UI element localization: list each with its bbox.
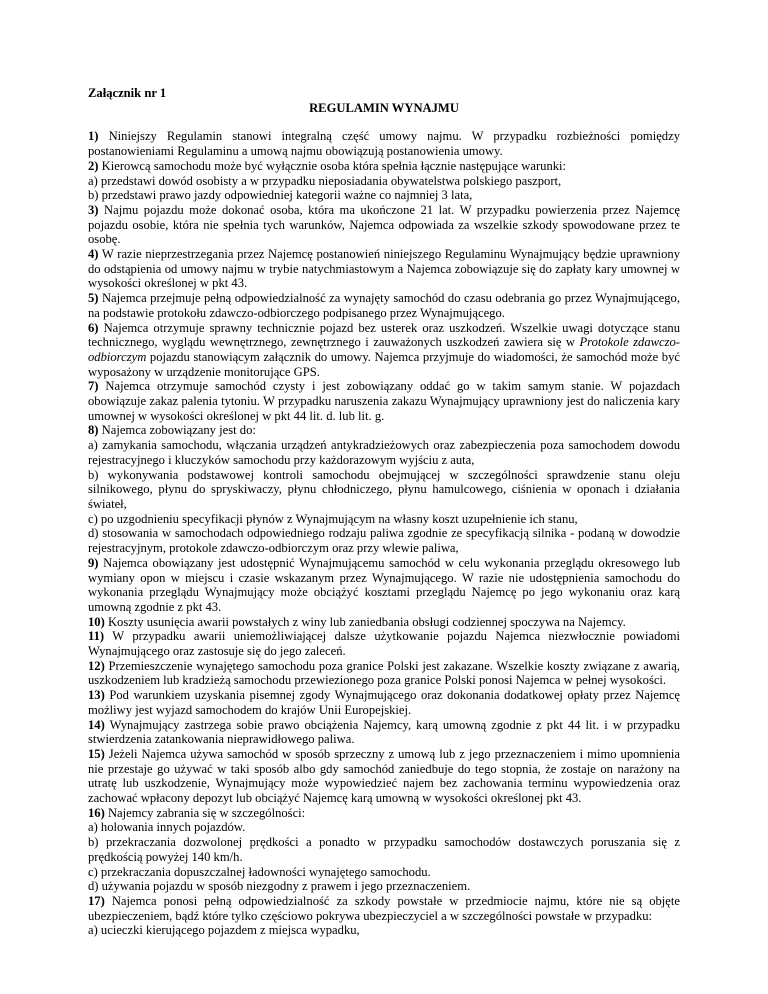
- regulation-clause: [88, 747, 680, 806]
- clause-text: Kierowcą samochodu może być wyłącznie osoba która spełnia łącznie następujące warunki:: [98, 158, 567, 173]
- clause-number: 6): [88, 320, 99, 335]
- regulation-clause: [88, 615, 680, 630]
- regulation-subitem: [88, 526, 680, 555]
- clause-text: Przemieszczenie wynajętego samochodu poza granice Polski jest zakazane. Wszelkie koszty związane z awarią, uszkodzeniem lub kradzieżą samochodu przewiezionego poza granice Polski ponosi Najemca w pełnej wysokości.: [88, 658, 680, 688]
- regulation-clause: [88, 321, 680, 380]
- clause-number: 14): [88, 717, 105, 732]
- regulation-clause: [88, 159, 680, 174]
- clause-text: Najmu pojazdu może dokonać osoba, która ma ukończone 21 lat. W przypadku powierzenia przez Najemcę pojazdu osobie, która nie spełnia tych warunków, Najemca odpowiada za wszelkie szkody spowodowane przez te osobę.: [88, 202, 680, 247]
- clause-number: 4): [88, 247, 99, 262]
- clause-text: Najemca obowiązany jest udostępnić Wynajmującemu samochód w celu wykonania przeglądu okresowego lub wymiany opon w miejscu i czasie wskazanym przez Wynajmującego. W razie nie udostępnienia samochodu do wykonania przeglądu Wynajmujący może obciążyć kosztami przeglądu Najemcę po jego wykonaniu oraz karą umowną zgodnie z pkt 43.: [88, 555, 680, 614]
- clause-text: d) stosowania w samochodach odpowiedniego rodzaju paliwa zgodnie ze specyfikacją silnika - podaną w dowodzie rejestracyjnym, protokole zdawczo-odbiorczym oraz przy wlewie paliwa,: [88, 526, 680, 556]
- regulation-subitem: [88, 188, 680, 203]
- clause-text-after: pojazdu stanowiącym załącznik do umowy. Najemca przyjmuje do wiadomości, że samochód może być wyposażony w urządzenie monitorujące GPS.: [88, 349, 680, 379]
- clause-text: Najemca otrzymuje samochód czysty i jest zobowiązany oddać go w takim samym stanie. W pojazdach obowiązuje zakaz palenia tytoniu. W przypadku naruszenia zakazu Wynajmujący uprawniony jest do naliczenia kary umownej w wysokości określonej w pkt 44 lit. d. lub lit. g.: [88, 379, 680, 423]
- clause-text: W przypadku awarii uniemożliwiającej dalsze użytkowanie pojazdu Najemca niezwłocznie powiadomi Wynajmującego oraz zastosuje się do jego zaleceń.: [88, 629, 680, 659]
- regulation-subitem: [88, 468, 680, 512]
- clause-text: Najemca zobowiązany jest do:: [98, 423, 256, 438]
- regulation-subitem: [88, 835, 680, 864]
- clause-text: b) przedstawi prawo jazdy odpowiedniej kategorii ważne co najmniej 3 lata,: [88, 188, 473, 203]
- clause-number: 8): [88, 423, 99, 438]
- regulation-clause: [88, 629, 680, 658]
- clause-number: 11): [88, 629, 105, 644]
- regulation-clause: [88, 718, 680, 747]
- clause-text: W razie nieprzestrzegania przez Najemcę postanowień niniejszego Regulaminu Wynajmujący będzie uprawniony do odstąpienia od umowy najmu w trybie natychmiastowym a Najemca zobowiązuje się do zapłaty kary umownej w wysokości określonej w pkt 43.: [88, 247, 680, 291]
- clause-text: a) przedstawi dowód osobisty a w przypadku nieposiadania obywatelstwa polskiego paszport,: [88, 173, 562, 188]
- clause-text: a) zamykania samochodu, włączania urządzeń antykradzieżowych oraz zabezpieczenia poza samochodem dowodu rejestracyjnego i kluczyków samochodu przy każdorazowym wyjściu z auta,: [88, 438, 680, 467]
- clause-text: a) holowania innych pojazdów.: [88, 820, 246, 835]
- clause-text: Wynajmujący zastrzega sobie prawo obciążenia Najemcy, karą umowną zgodnie z pkt 44 lit. i w przypadku stwierdzenia zatankowania nieprawidłowego paliwa.: [88, 717, 680, 747]
- regulation-clause: [88, 423, 680, 438]
- regulation-clause: [88, 894, 680, 923]
- clause-text: Najemca otrzymuje sprawny technicznie pojazd bez usterek oraz uszkodzeń. Wszelkie uwagi dotyczące stanu technicznego, wyglądu wewnętrznego, zewnętrznego i zauważonych uszkodzeń zawiera się w: [88, 320, 680, 350]
- regulation-clause: [88, 688, 680, 717]
- clause-number: 2): [88, 158, 99, 173]
- clause-number: 3): [88, 202, 99, 217]
- clause-text: Najemca przejmuje pełną odpowiedzialność za wynajęty samochód do czasu odebrania go przez Wynajmującego, na podstawie protokołu zdawczo-odbiorczego podpisanego przez Wynajmującego.: [88, 291, 680, 320]
- clause-text: Najemca ponosi pełną odpowiedzialność za szkody powstałe w przedmiocie najmu, które nie są objęte ubezpieczeniem, bądź które tylko częściowo pokrywa ubezpieczyciel a w szczególności powstałe w przypadku:: [88, 893, 680, 923]
- clause-text: Jeżeli Najemca używa samochód w sposób sprzeczny z umową lub z jego przeznaczeniem i mimo upomnienia nie przestaje go używać w taki sposób albo gdy samochód zaniedbuje do tego stopnia, że zostaje on narażony na utratę lub uszkodzenie, Wynajmujący może wypowiedzieć najem bez zachowania terminu wypowiedzenia oraz zachować wpłacony depozyt lub obciążyć Najemcę karą umowną w wysokości określonej pkt 43.: [88, 746, 680, 806]
- regulation-body: [88, 129, 680, 938]
- clause-text: Niniejszy Regulamin stanowi integralną część umowy najmu. W przypadku rozbieżności pomiędzy postanowieniami Regulaminu a umową najmu obowiązują postanowienia umowy.: [88, 129, 680, 159]
- regulation-clause: [88, 659, 680, 688]
- clause-text: d) używania pojazdu w sposób niezgodny z prawem i jego przeznaczeniem.: [88, 879, 471, 894]
- clause-number: 13): [88, 688, 105, 703]
- clause-number: 17): [88, 893, 105, 908]
- clause-italic-text: Protokole zdawczo-odbiorczym: [88, 335, 680, 364]
- clause-text: b) przekraczania dozwolonej prędkości a ponadto w przypadku samochodów dostawczych poruszania się z prędkością powyżej 140 km/h.: [88, 835, 680, 864]
- clause-text: Pod warunkiem uzyskania pisemnej zgody Wynajmującego oraz dokonania dodatkowej opłaty przez Najemcę możliwy jest wyjazd samochodem do krajów Unii Europejskiej.: [88, 688, 680, 717]
- clause-number: 7): [88, 379, 99, 394]
- clause-text: Koszty usunięcia awarii powstałych z winy lub zaniedbania obsługi codziennej spoczywa na Najemcy.: [104, 614, 626, 629]
- regulation-subitem: [88, 879, 680, 894]
- regulation-subitem: [88, 820, 680, 835]
- regulation-clause: [88, 203, 680, 247]
- clause-number: 5): [88, 291, 99, 306]
- regulation-subitem: [88, 174, 680, 189]
- clause-text: c) po uzgodnieniu specyfikacji płynów z Wynajmującym na własny koszt uzupełnienie ich stanu,: [88, 511, 578, 526]
- regulation-clause: [88, 291, 680, 320]
- clause-number: 9): [88, 555, 99, 570]
- regulation-subitem: [88, 512, 680, 527]
- clause-text: a) ucieczki kierującego pojazdem z miejsca wypadku,: [88, 923, 360, 938]
- clause-number: 16): [88, 805, 105, 820]
- regulation-subitem: [88, 438, 680, 467]
- annex-label: Załącznik nr 1: [88, 86, 167, 100]
- regulation-clause: [88, 806, 680, 821]
- clause-text: c) przekraczania dopuszczalnej ładowności wynajętego samochodu.: [88, 864, 431, 879]
- clause-text: b) wykonywania podstawowej kontroli samochodu obejmującej w szczególności sprawdzenie stanu oleju silnikowego, płynu do spryskiwaczy, płynu chłodniczego, płynu hamulcowego, ciśnienia w oponach i działania świateł,: [88, 467, 680, 511]
- regulation-clause: [88, 129, 680, 158]
- regulation-clause: [88, 379, 680, 423]
- clause-number: 10): [88, 614, 105, 629]
- clause-text: Najemcy zabrania się w szczególności:: [104, 805, 306, 820]
- regulation-clause: [88, 556, 680, 615]
- regulation-subitem: [88, 923, 680, 938]
- clause-number: 15): [88, 746, 105, 761]
- regulation-subitem: [88, 865, 680, 880]
- clause-number: 1): [88, 129, 99, 144]
- clause-number: 12): [88, 658, 105, 673]
- document-title: REGULAMIN WYNAJMU: [309, 100, 459, 115]
- regulation-clause: [88, 247, 680, 291]
